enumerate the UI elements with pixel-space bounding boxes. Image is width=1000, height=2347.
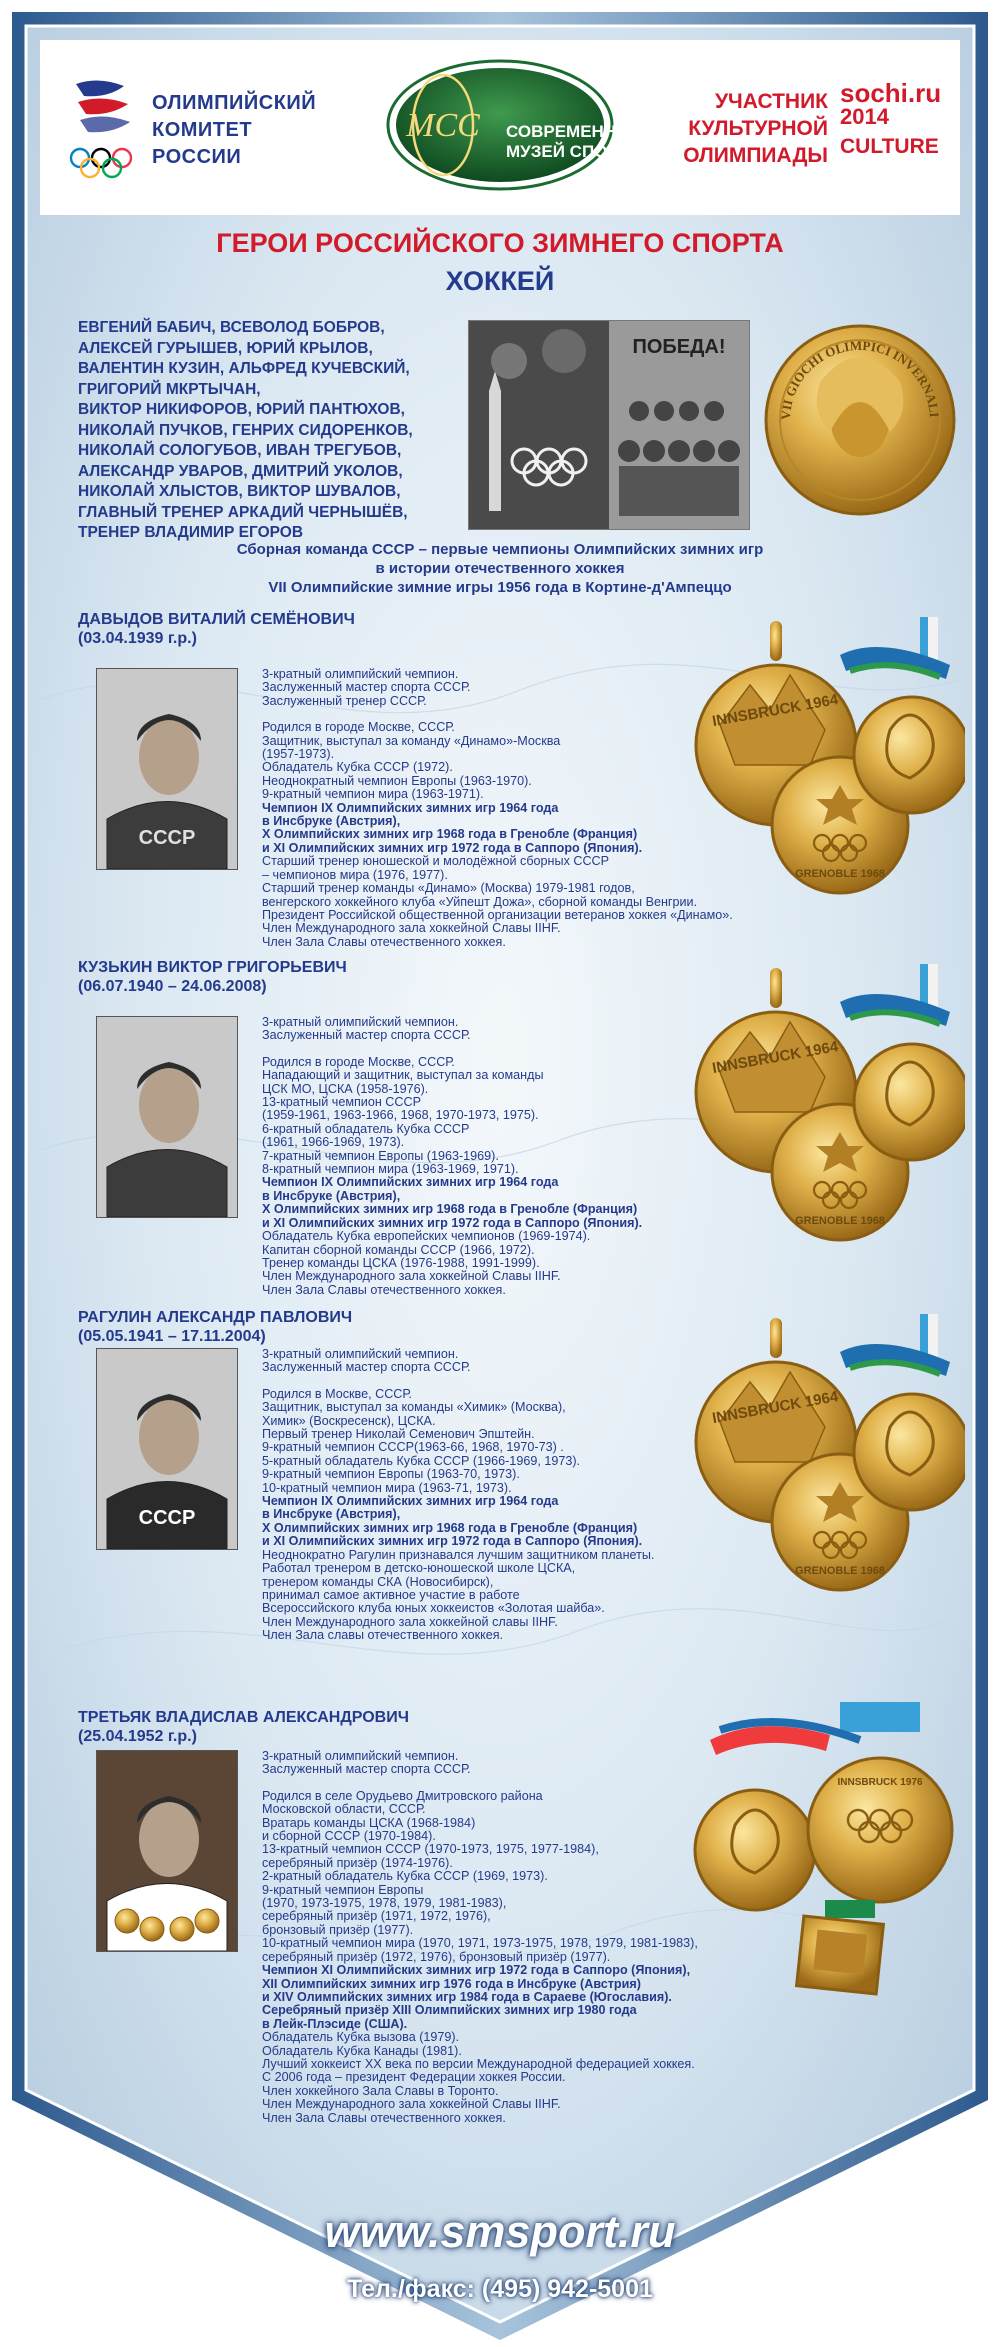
bio-line: 3-кратный олимпийский чемпион.	[262, 667, 459, 681]
museum-line: СОВРЕМЕННЫЙ	[506, 122, 645, 141]
player-photo	[96, 1750, 238, 1952]
bio-line: в Лейк-Плэсиде (США).	[262, 2016, 408, 2031]
team-line: НИКОЛАЙ ХЛЫСТОВ, ВИКТОР ШУВАЛОВ,	[78, 483, 401, 500]
bio-line: Заслуженный мастер спорта СССР.	[262, 680, 471, 695]
bio-line: 8-кратный чемпион мира (1963-1969, 1971).	[262, 1162, 519, 1177]
bio-line: (1957-1973).	[262, 747, 335, 762]
team-line: НИКОЛАЙ ПУЧКОВ, ГЕНРИХ СИДОРЕНКОВ,	[78, 421, 413, 439]
medal-label: GRENOBLE 1968	[795, 1565, 885, 1577]
caption-line: VII Олимпийские зимние игры 1956 года в Кортине-д'Ампеццо	[268, 579, 732, 596]
bio-line: 10-кратный чемпион мира (1970, 1971, 1973-1975, 1978, 1979, 1981-1983),	[262, 1936, 698, 1951]
player-dates: (06.07.1940 – 24.06.2008)	[78, 978, 267, 995]
bio-line: 5-кратный обладатель Кубка СССР (1966-1969, 1973).	[262, 1453, 581, 1468]
player-name: КУЗЬКИН ВИКТОР ГРИГОРЬЕВИЧ	[78, 959, 347, 976]
bio-line: и XI Олимпийских зимних игр 1972 года в Саппоро (Япония).	[262, 1534, 643, 1549]
bio-line: Член Международного зала хоккейной Славы IIHF.	[262, 2097, 561, 2112]
header-banner	[40, 40, 960, 215]
committee-line: РОССИИ	[152, 146, 242, 168]
bio-line: Защитник, выступал за команды «Химик» (Москва),	[262, 1400, 566, 1415]
phone-fax: Тел./факс: (495) 942-5001	[347, 2275, 653, 2303]
bio-line: в Инсбруке (Австрия),	[262, 1188, 401, 1203]
team-line: АЛЕКСАНДР УВАРОВ, ДМИТРИЙ УКОЛОВ,	[78, 462, 403, 480]
team-roster	[78, 318, 478, 544]
player-heading	[78, 958, 347, 996]
player-photo	[96, 668, 238, 870]
bio-line: Лучший хоккеист XX века по версии Международной федерацией хоккея.	[262, 2056, 695, 2071]
team-line: ГЛАВНЫЙ ТРЕНЕР АРКАДИЙ ЧЕРНЫШЁВ,	[78, 503, 408, 521]
bio-line: Химик» (Воскресенск), ЦСКА.	[262, 1413, 436, 1428]
player-name: ТРЕТЬЯК ВЛАДИСЛАВ АЛЕКСАНДРОВИЧ	[78, 1709, 409, 1726]
bio-line: 3-кратный олимпийский чемпион.	[262, 1749, 459, 1763]
bio-line: Капитан сборной команды СССР (1966, 1972).	[262, 1242, 535, 1257]
bio-line: Нападающий и защитник, выступал за команды	[262, 1068, 544, 1083]
bio-line: Член хоккейного Зала Славы в Торонто.	[262, 2083, 499, 2098]
bio-line: Член Международного зала хоккейной славы IIHF.	[262, 1614, 558, 1629]
bio-line: (1959-1961, 1963-1966, 1968, 1970-1973, 1975).	[262, 1108, 539, 1123]
bio-line: Московской области, СССР.	[262, 1802, 426, 1817]
bio-line: Защитник, выступал за команду «Динамо»-Москва	[262, 733, 561, 748]
player-name: РАГУЛИН АЛЕКСАНДР ПАВЛОВИЧ	[78, 1309, 353, 1326]
olympic-medals-icon	[690, 1312, 965, 1612]
jersey-text: СССР	[138, 1507, 196, 1529]
olympic-committee-logo-icon	[68, 76, 138, 186]
committee-line: КОМИТЕТ	[152, 119, 253, 141]
team-line: ВАЛЕНТИН КУЗИН, АЛЬФРЕД КУЧЕВСКИЙ,	[78, 360, 410, 377]
page-title: ГЕРОИ РОССИЙСКОГО ЗИМНЕГО СПОРТА	[216, 228, 784, 258]
bio-line: 7-кратный чемпион Европы (1963-1969).	[262, 1148, 499, 1163]
olympic-committee-name	[152, 90, 316, 171]
player-photo	[96, 1348, 238, 1550]
bio-line: Родился в городе Москве, СССР.	[262, 720, 455, 735]
bio-line: Член Зала Славы отечественного хоккея.	[262, 934, 506, 949]
bio-line: Член Зала Славы отечественного хоккея.	[262, 2110, 506, 2125]
bio-line: Родился в селе Орудьево Дмитровского района	[262, 1788, 543, 1803]
medal-label: INNSBRUCK 1964	[710, 1388, 840, 1428]
bio-line: 3-кратный олимпийский чемпион.	[262, 1347, 459, 1361]
medal-label: INNSBRUCK 1964	[710, 1038, 840, 1078]
sochi-logo	[840, 80, 940, 160]
bio-line: серебряный призёр (1972, 1976), бронзовый призёр (1977).	[262, 1949, 611, 1964]
team-line: ВИКТОР НИКИФОРОВ, ЮРИЙ ПАНТЮХОВ,	[78, 401, 405, 418]
bio-line: в Инсбруке (Австрия),	[262, 814, 401, 829]
bio-line: серебряный призёр (1974-1976).	[262, 1855, 453, 1870]
medal-label: INNSBRUCK 1964	[710, 691, 840, 731]
player-heading	[78, 1308, 352, 1346]
bio-line: в Инсбруке (Австрия),	[262, 1507, 401, 1522]
team-line: ГРИГОРИЙ МКРТЫЧАН,	[78, 380, 261, 398]
player-photo	[96, 1016, 238, 1218]
bio-line: Заслуженный тренер СССР.	[262, 693, 427, 708]
medal-inscription: VII GIOCHI OLIMPICI INVERNALI	[777, 337, 942, 421]
bio-line: и XI Олимпийских зимних игр 1972 года в Саппоро (Япония).	[262, 840, 643, 855]
player-heading	[78, 1708, 409, 1746]
bio-line: Президент Российской общественной организации ветеранов хоккея «Динамо».	[262, 907, 733, 922]
committee-line: ОЛИМПИЙСКИЙ	[152, 92, 317, 114]
newspaper-headline: ПОБЕДА!	[632, 336, 726, 358]
bio-line: Обладатель Кубка СССР (1972).	[262, 760, 453, 775]
bio-line: 10-кратный чемпион мира (1963-71, 1973).	[262, 1480, 512, 1495]
player-dates: (05.05.1941 – 17.11.2004)	[78, 1328, 266, 1345]
bio-line: 9-кратный чемпион Европы (1963-70, 1973).	[262, 1467, 520, 1482]
caption-line: в истории отечественного хоккея	[375, 560, 625, 577]
olympic-medals-icon	[690, 962, 965, 1262]
medal-label: INNSBRUCK 1976	[837, 1777, 923, 1788]
team-photo-collage	[468, 320, 750, 530]
team-line: АЛЕКСЕЙ ГУРЫШЕВ, ЮРИЙ КРЫЛОВ,	[78, 339, 373, 357]
sochi-url: sochi.ru	[840, 78, 942, 108]
bio-line: тренером команды СКА (Новосибирск),	[262, 1574, 494, 1589]
website-url[interactable]: www.smsport.ru	[324, 2206, 676, 2257]
bio-line: Обладатель Кубка Канады (1981).	[262, 2043, 462, 2058]
cultural-line: КУЛЬТУРНОЙ	[688, 117, 828, 140]
bio-line: серебряный призёр (1971, 1972, 1976),	[262, 1909, 491, 1924]
bio-line: 9-кратный чемпион мира (1963-1971).	[262, 787, 484, 802]
bio-line: Чемпион IX Олимпийских зимних игр 1964 года	[262, 1175, 559, 1190]
jersey-text: СССР	[138, 827, 196, 849]
player-dates: (25.04.1952 г.р.)	[78, 1728, 197, 1745]
bio-line: венгерского хоккейного клуба «Уйпешт Дожа», сборной команды Венгрии.	[262, 894, 698, 909]
bio-line: Чемпион XI Олимпийских зимних игр 1972 года в Саппоро (Япония),	[262, 1963, 691, 1978]
bio-line: Родился в городе Москве, СССР.	[262, 1054, 455, 1069]
museum-name	[506, 122, 645, 162]
cortina-medal-icon	[760, 312, 960, 524]
bio-line: 2-кратный обладатель Кубка СССР (1969, 1973).	[262, 1869, 548, 1884]
bio-line: и XIV Олимпийских зимних игр 1984 года в Сараеве (Югославия).	[262, 1989, 672, 2004]
team-line: НИКОЛАЙ СОЛОГУБОВ, ИВАН ТРЕГУБОВ,	[78, 442, 402, 459]
bio-line: С 2006 года – президент Федерации хоккея России.	[262, 2070, 566, 2085]
bio-line: принимал самое активное участие в работе	[262, 1587, 520, 1602]
bio-line: X Олимпийских зимних игр 1968 года в Гренобле (Франция)	[262, 1520, 638, 1535]
bio-line: Первый тренер Николай Семенович Эпштейн.	[262, 1427, 535, 1442]
bio-line: и XI Олимпийских зимних игр 1972 года в Саппоро (Япония).	[262, 1215, 643, 1230]
bio-line: 6-кратный обладатель Кубка СССР	[262, 1121, 470, 1136]
bio-line: Родился в Москве, СССР.	[262, 1386, 412, 1401]
team-caption	[130, 540, 870, 597]
bio-line: XII Олимпийских зимних игр 1976 года в Инсбруке (Австрия)	[262, 1976, 641, 1991]
cultural-line: ОЛИМПИАДЫ	[683, 144, 828, 167]
bio-line: Всероссийского клуба юных хоккеистов «Золотая шайба».	[262, 1601, 605, 1616]
player-name: ДАВЫДОВ ВИТАЛИЙ СЕМЁНОВИЧ	[78, 611, 355, 628]
bio-line: Заслуженный мастер спорта СССР.	[262, 1360, 471, 1375]
bio-line: X Олимпийских зимних игр 1968 года в Гренобле (Франция)	[262, 827, 638, 842]
bio-line: Заслуженный мастер спорта СССР.	[262, 1028, 471, 1043]
caption-line: Сборная команда СССР – первые чемпионы Олимпийских зимних игр	[236, 541, 764, 558]
cultural-line: УЧАСТНИК	[714, 90, 828, 113]
bio-line: Обладатель Кубка европейских чемпионов (1969-1974).	[262, 1229, 591, 1244]
bio-line: и сборной СССР (1970-1984).	[262, 1829, 436, 1844]
player-dates: (03.04.1939 г.р.)	[78, 630, 197, 647]
bio-line: Заслуженный мастер спорта СССР.	[262, 1762, 471, 1777]
bio-line: Чемпион IX Олимпийских зимних игр 1964 года	[262, 800, 559, 815]
bio-line: 13-кратный чемпион СССР (1970-1973, 1975, 1977-1984),	[262, 1842, 599, 1857]
bio-line: Тренер команды ЦСКА (1976-1988, 1991-1999).	[262, 1255, 540, 1270]
bio-line: бронзовый призёр (1977).	[262, 1922, 414, 1937]
bio-line: 3-кратный олимпийский чемпион.	[262, 1015, 459, 1029]
bio-line: Неоднократный чемпион Европы (1963-1970).	[262, 773, 532, 788]
medal-label: GRENOBLE 1968	[795, 1215, 885, 1227]
bio-line: X Олимпийских зимних игр 1968 года в Гренобле (Франция)	[262, 1202, 638, 1217]
bio-line: (1970, 1973-1975, 1978, 1979, 1981-1983),	[262, 1896, 507, 1911]
bio-line: Член Зала славы отечественного хоккея.	[262, 1628, 504, 1643]
bio-line: ЦСК МО, ЦСКА (1958-1976).	[262, 1081, 429, 1096]
bio-line: Вратарь команды ЦСКА (1968-1984)	[262, 1815, 476, 1830]
page-subtitle: ХОККЕЙ	[445, 266, 555, 296]
bio-line: Обладатель Кубка вызова (1979).	[262, 2030, 460, 2045]
bio-line: Серебряный призёр XIII Олимпийских зимних игр 1980 года	[262, 2003, 637, 2018]
bio-line: Член Международного зала хоккейной Славы IIHF.	[262, 1269, 561, 1284]
medal-label: GRENOBLE 1968	[795, 868, 885, 880]
olympic-medals-icon	[690, 615, 965, 915]
bio-line: 9-кратный чемпион СССР(1963-66, 1968, 1970-73) .	[262, 1440, 564, 1455]
bio-line: Чемпион IX Олимпийских зимних игр 1964 года	[262, 1494, 559, 1509]
team-line: ЕВГЕНИЙ БАБИЧ, ВСЕВОЛОД БОБРОВ,	[78, 319, 385, 336]
bio-line: Работал тренером в детско-юношеской школе ЦСКА,	[262, 1561, 576, 1576]
player-heading	[78, 610, 355, 648]
museum-line: МУЗЕЙ СПОРТА	[506, 142, 641, 161]
museum-monogram: МСС	[406, 107, 480, 144]
bio-line: (1961, 1966-1969, 1973).	[262, 1135, 405, 1150]
team-line: ТРЕНЕР ВЛАДИМИР ЕГОРОВ	[78, 524, 304, 541]
bio-line: 13-кратный чемпион СССР	[262, 1095, 421, 1110]
bio-line: 9-кратный чемпион Европы	[262, 1882, 424, 1897]
olympic-medals-icon	[690, 1700, 965, 2000]
cultural-olympiad-text	[658, 88, 828, 169]
bio-line: Член Зала Славы отечественного хоккея.	[262, 1282, 506, 1297]
sochi-year: 2014	[840, 104, 889, 129]
bio-line: Старший тренер юношеской и молодёжной сборных СССР	[262, 854, 610, 869]
bio-line: Старший тренер команды «Динамо» (Москва) 1979-1981 годов,	[262, 881, 635, 896]
bio-line: – чемпионов мира (1976, 1977).	[262, 867, 448, 882]
culture-word: CULTURE	[840, 135, 939, 158]
bio-line: Неоднократно Рагулин признавался лучшим защитником планеты.	[262, 1547, 655, 1562]
bio-line: Член Международного зала хоккейной Славы IIHF.	[262, 921, 561, 936]
